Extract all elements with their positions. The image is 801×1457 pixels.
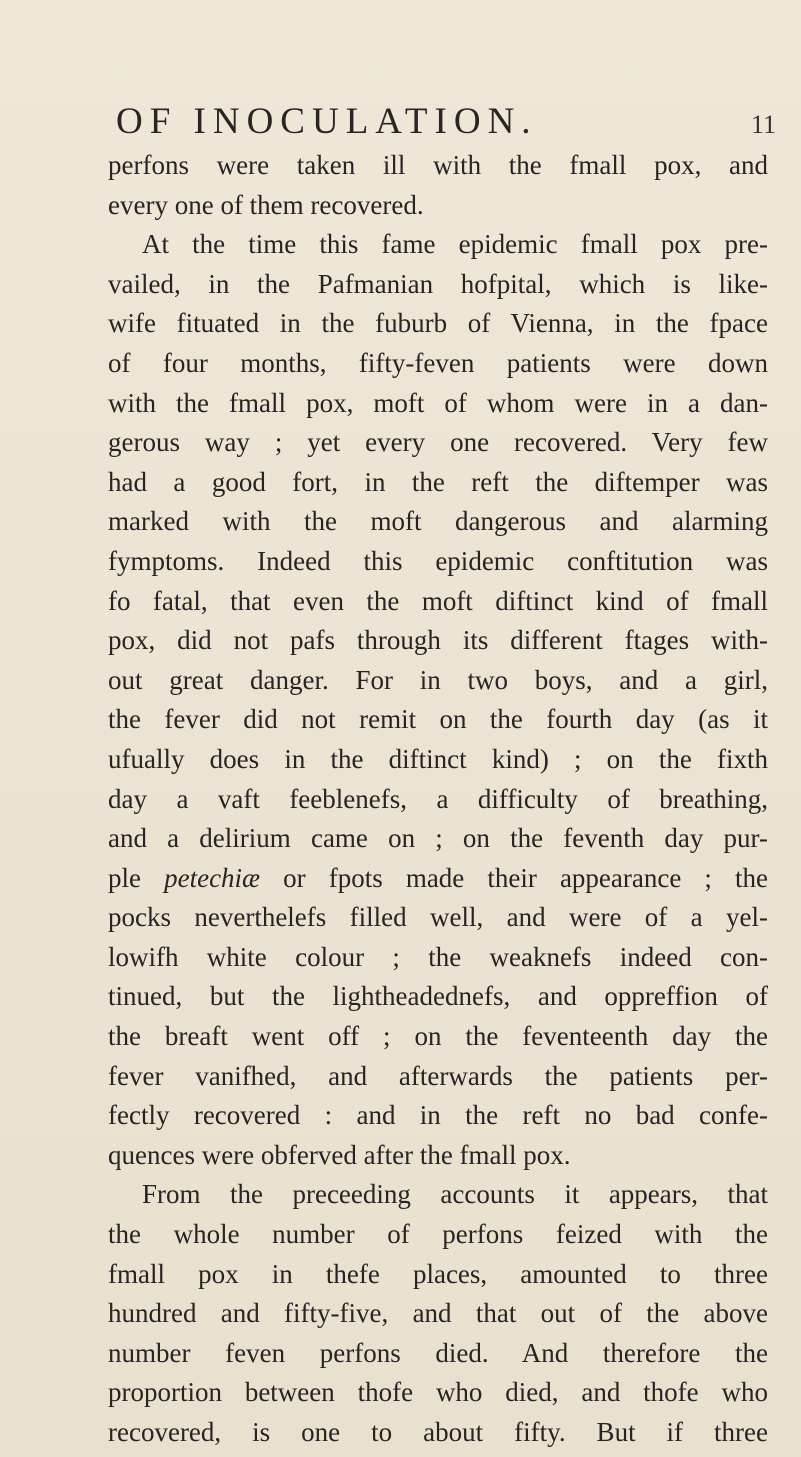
text-line: had a good fort, in the reft the diftemper was xyxy=(108,466,768,497)
text-line: marked with the moft dangerous and alarming xyxy=(108,506,768,537)
body-text xyxy=(108,146,768,1453)
text-line: pox, did not pafs through its different ftages with- xyxy=(108,625,768,656)
text-line: fmall pox in thefe places, amounted to three xyxy=(108,1258,768,1289)
text-line: tinued, but the lightheadednefs, and oppreffion of xyxy=(108,981,768,1012)
page-header xyxy=(116,96,781,144)
text-line-petechiae xyxy=(108,859,768,899)
page-number: 11 xyxy=(750,110,776,139)
text-line: fectly recovered : and in the reft no bad confe- xyxy=(108,1100,768,1131)
line-rest: or fpots made their appearance ; the xyxy=(283,862,769,893)
text-line: vailed, in the Pafmanian hofpital, which is like- xyxy=(108,268,768,299)
text-line: the breaft went off ; on the feventeenth day the xyxy=(108,1021,768,1052)
text-line: gerous way ; yet every one recovered. Very few xyxy=(108,427,768,458)
text-line: pocks neverthelefs filled well, and were of a yel- xyxy=(108,902,768,933)
text-line: From the preceeding accounts it appears, that xyxy=(142,1179,768,1210)
text-line: of four months, fifty-feven patients were down xyxy=(108,347,768,378)
text-line: perfons were taken ill with the fmall pox, and xyxy=(108,150,768,180)
running-title: OF INOCULATION. xyxy=(116,101,538,142)
text-line: ufually does in the diftinct kind) ; on the fixth xyxy=(108,743,768,774)
text-line: fever vanifhed, and afterwards the patients per- xyxy=(108,1060,768,1091)
text-line: hundred and fifty-five, and that out of the above xyxy=(108,1298,768,1329)
text-line: quences were obferved after the fmall pox. xyxy=(108,1139,571,1170)
text-line: fo fatal, that even the moft diftinct kind of fmall xyxy=(108,585,768,616)
text-line: and a delirium came on ; on the feventh day pur- xyxy=(108,823,768,854)
text-line: with the fmall pox, moft of whom were in a dan- xyxy=(108,387,768,418)
text-line: out great danger. For in two boys, and a girl, xyxy=(108,664,768,695)
text-line: proportion between thofe who died, and thofe who xyxy=(108,1377,768,1408)
line-lead: ple xyxy=(108,862,141,893)
italic-term: petechiæ xyxy=(164,862,261,893)
text-line: wife fituated in the fuburb of Vienna, in the fpace xyxy=(108,308,768,339)
text-line: number feven perfons died. And therefore the xyxy=(108,1337,768,1368)
text-line: recovered, is one to about fifty. But if three xyxy=(108,1417,768,1447)
text-line: the fever did not remit on the fourth day (as it xyxy=(108,704,768,735)
text-line: day a vaft feeblenefs, a difficulty of breathing, xyxy=(108,783,768,814)
text-line: lowifh white colour ; the weaknefs indeed con- xyxy=(108,941,768,972)
text-line: fymptoms. Indeed this epidemic conftitution was xyxy=(108,545,768,576)
text-line: the whole number of perfons feized with the xyxy=(108,1219,768,1250)
text-line: At the time this fame epidemic fmall pox pre- xyxy=(142,229,768,260)
text-line: every one of them recovered. xyxy=(108,189,424,220)
